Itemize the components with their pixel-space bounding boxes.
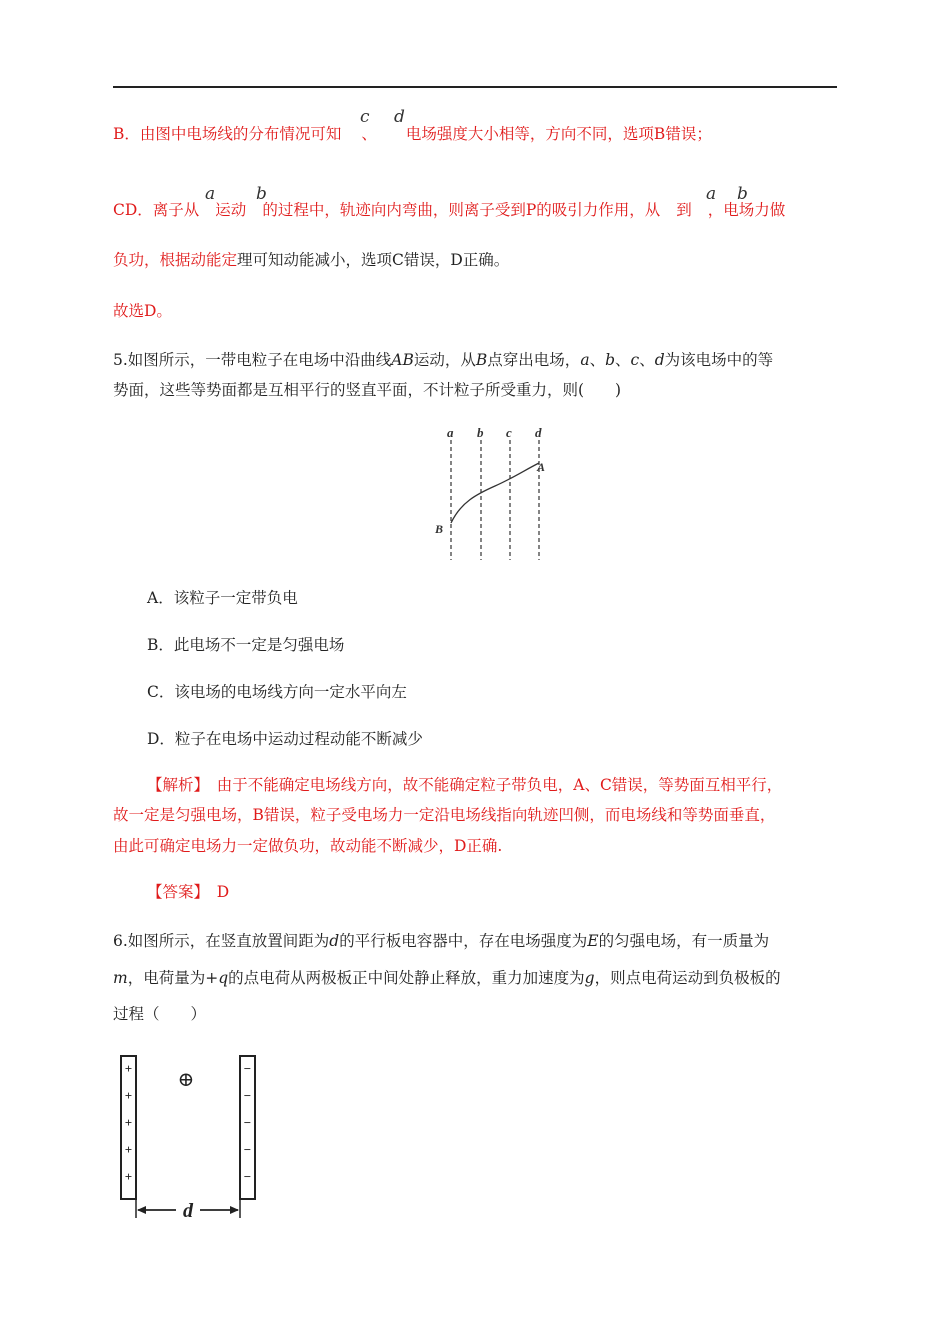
- q5-answer: 【答案】 D: [147, 883, 230, 901]
- q6-stem-3: 过程（ ）: [113, 1005, 207, 1023]
- trajectory-curve: [451, 463, 539, 523]
- minus-sign: −: [243, 1061, 252, 1076]
- distance-label: d: [183, 1200, 193, 1222]
- header-rule: [113, 86, 837, 88]
- label-B: B: [435, 522, 444, 536]
- q6-capacitor-figure: [110, 1050, 270, 1225]
- var-b: b: [256, 184, 267, 204]
- label-c: c: [506, 425, 512, 440]
- var-a-2: a: [706, 184, 717, 204]
- label-A: A: [537, 460, 546, 474]
- plus-sign: +: [124, 1115, 133, 1130]
- q5-analysis-3: 由此可确定电场力一定做负功，故动能不断减少，D正确.: [113, 837, 503, 855]
- plus-sign: +: [124, 1061, 133, 1076]
- label-a: a: [447, 425, 454, 440]
- var-c: c: [360, 107, 370, 127]
- q5-analysis-1: 【解析】 由于不能确定电场线方向，故不能确定粒子带负电，A、C错误，等势面互相平行，: [147, 776, 783, 794]
- q5-option-b[interactable]: B．此电场不一定是匀强电场: [147, 636, 345, 654]
- label-b: b: [477, 425, 484, 440]
- explanation-cd-1: CD．离子从 运动 的过程中，轨迹向内弯曲，则离子受到P的吸引力作用，从 到 ，电场力做: [113, 201, 786, 219]
- explanation-cd-2: 负功，根据动能定理可知动能减小，选项C错误，D正确。: [113, 251, 510, 269]
- q6-stem-2: m，电荷量为+q的点电荷从两极板正中间处静止释放，重力加速度为g，则点电荷运动到负极板的: [113, 969, 781, 987]
- q5-option-c[interactable]: C．该电场的电场线方向一定水平向左: [147, 683, 407, 701]
- q5-option-a[interactable]: A．该粒子一定带负电: [147, 589, 298, 607]
- minus-sign: −: [243, 1115, 252, 1130]
- var-b-2: b: [737, 184, 748, 204]
- q5-option-d[interactable]: D．粒子在电场中运动过程动能不断减少: [147, 730, 423, 748]
- plus-sign: +: [124, 1169, 133, 1184]
- conclusion: 故选D。: [113, 302, 172, 320]
- label-d: d: [535, 425, 542, 440]
- minus-sign: −: [243, 1169, 252, 1184]
- var-a: a: [205, 184, 216, 204]
- q6-stem-1: 6.如图所示，在竖直放置间距为d的平行板电容器中，存在电场强度为E的匀强电场，有一质量为: [113, 932, 770, 950]
- q5-stem-1: 5.如图所示，一带电粒子在电场中沿曲线AB运动，从B点穿出电场，a、b、c、d为该电场中的等: [113, 351, 774, 369]
- var-d: d: [394, 107, 405, 127]
- minus-sign: −: [243, 1088, 252, 1103]
- plus-sign: +: [124, 1088, 133, 1103]
- q5-figure: [425, 420, 555, 565]
- q5-stem-2: 势面，这些等势面都是互相平行的竖直平面，不计粒子所受重力，则( ): [113, 381, 622, 399]
- q5-analysis-2: 故一定是匀强电场，B错误，粒子受电场力一定沿电场线指向轨迹凹侧，而电场线和等势面垂直，: [113, 806, 776, 824]
- minus-sign: −: [243, 1142, 252, 1157]
- plus-sign: +: [124, 1142, 133, 1157]
- point-charge-icon: ⊕: [177, 1069, 195, 1091]
- explanation-b: B．由图中电场线的分布情况可知 、 电场强度大小相等，方向不同，选项B错误；: [113, 125, 712, 143]
